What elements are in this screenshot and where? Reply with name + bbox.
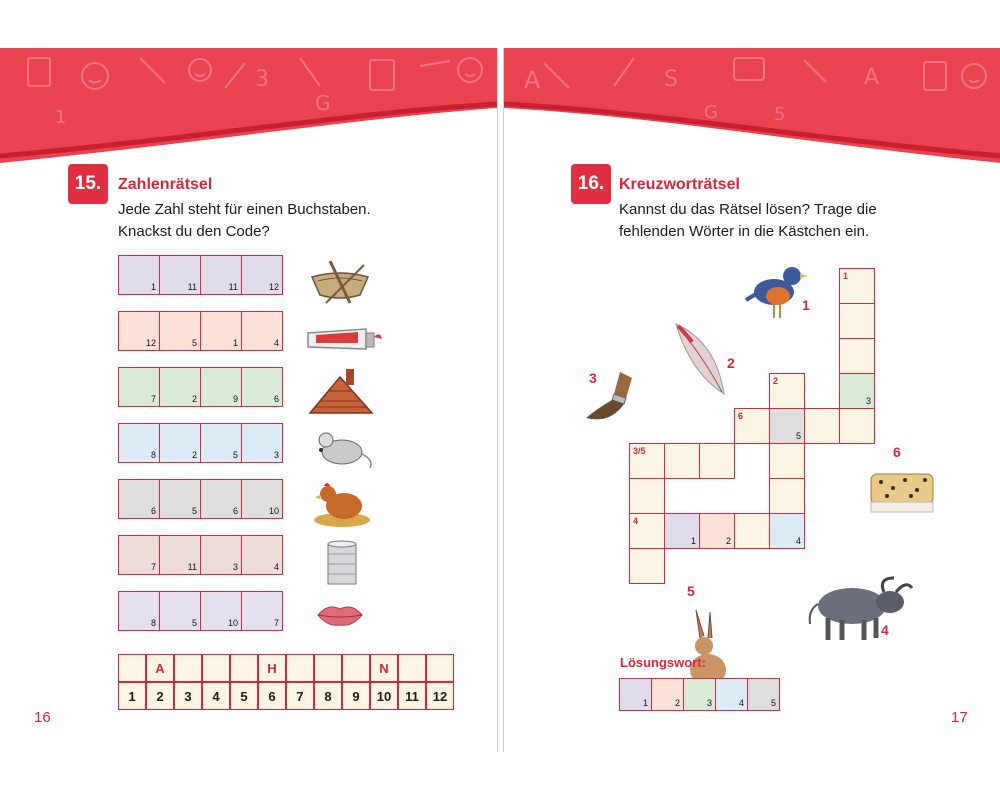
cell-number: 1 (150, 282, 156, 292)
cell-number: 11 (187, 562, 197, 572)
solution-index: 4 (795, 536, 801, 546)
answer-cell[interactable] (241, 311, 283, 351)
crossword-cell[interactable] (804, 408, 840, 444)
code-digit-cell: 7 (286, 682, 314, 710)
answer-cell[interactable] (159, 255, 201, 295)
code-digit-cell: 11 (398, 682, 426, 710)
lips-icon (316, 603, 364, 627)
hen-icon (310, 480, 374, 528)
crossword-cell[interactable] (699, 513, 735, 549)
task-title: Zahlenrätsel (118, 176, 213, 193)
code-digit-cell: 5 (230, 682, 258, 710)
cell-number: 1 (232, 338, 238, 348)
code-digit-cell: 1 (118, 682, 146, 710)
solution-number: 5 (770, 698, 776, 708)
clue-label-2: 2 (727, 355, 735, 371)
answer-cell[interactable] (118, 367, 160, 407)
cell-number: 6 (273, 394, 279, 404)
crossword-cell[interactable] (839, 408, 875, 444)
cell-number: 3 (273, 450, 279, 460)
code-digit-cell: 3 (174, 682, 202, 710)
crossword-cell[interactable] (734, 408, 770, 444)
solution-label: Lösungswort: (620, 655, 706, 670)
cell-number: 10 (227, 618, 238, 628)
answer-cell[interactable] (159, 591, 201, 631)
code-letter-cell[interactable] (118, 654, 146, 682)
code-letter-cell[interactable]: A (146, 654, 174, 682)
cell-number: 11 (187, 282, 197, 292)
feather-icon (670, 322, 730, 398)
page-number: 16 (34, 709, 51, 726)
cell-number: 7 (273, 618, 279, 628)
answer-cell[interactable] (159, 423, 201, 463)
answer-cell[interactable] (200, 367, 242, 407)
crossword-cell[interactable] (839, 373, 875, 409)
answer-cell[interactable] (200, 591, 242, 631)
task-instructions: Jede Zahl steht für einen Buchstaben. Knackst du den Code? (118, 201, 371, 240)
answer-cell[interactable] (241, 255, 283, 295)
task-number: 16. (571, 164, 611, 204)
crossword-cell[interactable] (629, 513, 665, 549)
answer-cell[interactable] (159, 311, 201, 351)
code-digit-cell: 12 (426, 682, 454, 710)
solution-number: 1 (642, 698, 648, 708)
code-letter-cell[interactable]: H (258, 654, 286, 682)
answer-cell[interactable] (200, 311, 242, 351)
crossword-cell[interactable] (699, 443, 735, 479)
crossword-cell[interactable] (629, 443, 665, 479)
answer-cell[interactable] (118, 479, 160, 519)
boat-icon (308, 259, 372, 307)
clue-label-4: 4 (881, 622, 889, 638)
answer-cell[interactable] (118, 311, 160, 351)
answer-cell[interactable] (159, 479, 201, 519)
task-number: 15. (68, 164, 108, 204)
answer-cell[interactable] (200, 535, 242, 575)
crossword-cell[interactable] (769, 443, 805, 479)
header-banner (0, 48, 497, 163)
svg-text:3: 3 (255, 67, 269, 92)
answer-cell[interactable] (241, 591, 283, 631)
crossword-cell[interactable] (839, 338, 875, 374)
answer-cell[interactable] (200, 423, 242, 463)
crossword-cell[interactable] (769, 478, 805, 514)
tin-can-icon (325, 540, 359, 588)
cell-number: 12 (268, 282, 279, 292)
crossword-cell[interactable] (734, 513, 770, 549)
svg-text:G: G (315, 91, 331, 115)
crossword-cell[interactable] (839, 303, 875, 339)
clue-number: 2 (773, 376, 779, 386)
cell-number: 12 (145, 338, 156, 348)
cell-number: 11 (228, 282, 238, 292)
paint-tube-icon (304, 323, 384, 359)
code-letter-cell[interactable] (426, 654, 454, 682)
svg-text:5: 5 (774, 104, 786, 125)
code-letter-cell[interactable] (174, 654, 202, 682)
answer-cell[interactable] (159, 367, 201, 407)
solution-index: 2 (725, 536, 731, 546)
cell-number: 7 (150, 394, 156, 404)
code-letter-cell[interactable] (286, 654, 314, 682)
bird-icon (744, 260, 808, 324)
code-letter-cell[interactable] (314, 654, 342, 682)
cell-number: 5 (191, 338, 197, 348)
cell-number: 8 (150, 450, 156, 460)
cell-number: 5 (191, 618, 197, 628)
answer-cell[interactable] (200, 479, 242, 519)
answer-cell[interactable] (118, 535, 160, 575)
svg-text:1: 1 (55, 107, 67, 128)
roof-icon (306, 369, 376, 417)
answer-cell[interactable] (118, 423, 160, 463)
code-letter-cell[interactable]: N (370, 654, 398, 682)
crossword-cell[interactable] (769, 513, 805, 549)
cell-number: 4 (273, 562, 279, 572)
task-instructions: Kannst du das Rätsel lösen? Trage die fehlenden Wörter in die Kästchen ein. (619, 201, 877, 240)
clue-number: 4 (633, 516, 639, 526)
left-page (0, 48, 498, 752)
solution-index: 1 (690, 536, 696, 546)
crossword-cell[interactable] (769, 408, 805, 444)
cake-icon (867, 468, 937, 518)
answer-cell[interactable] (159, 535, 201, 575)
answer-cell[interactable] (241, 535, 283, 575)
cell-number: 6 (232, 506, 238, 516)
answer-cell[interactable] (118, 255, 160, 295)
solution-cell[interactable] (747, 678, 780, 711)
answer-cell[interactable] (241, 367, 283, 407)
clue-label-5: 5 (687, 583, 695, 599)
solution-number: 3 (706, 698, 712, 708)
solution-cell[interactable] (619, 678, 652, 711)
solution-cell[interactable] (715, 678, 748, 711)
cell-number: 5 (232, 450, 238, 460)
answer-cell[interactable] (200, 255, 242, 295)
crossword-cell[interactable] (769, 373, 805, 409)
cell-number: 2 (191, 394, 197, 404)
solution-number: 2 (674, 698, 680, 708)
page-number: 17 (951, 709, 968, 726)
svg-text:A: A (864, 65, 880, 90)
clue-number: 3/5 (633, 446, 646, 456)
clue-label-1: 1 (802, 297, 810, 313)
answer-cell[interactable] (241, 423, 283, 463)
code-digit-cell: 9 (342, 682, 370, 710)
code-digit-cell: 2 (146, 682, 174, 710)
svg-text:G: G (704, 102, 718, 123)
cell-number: 3 (232, 562, 238, 572)
buffalo-icon (804, 574, 914, 644)
code-letter-cell[interactable] (202, 654, 230, 682)
code-letter-cell[interactable] (230, 654, 258, 682)
code-letter-cell[interactable] (398, 654, 426, 682)
cell-number: 5 (191, 506, 197, 516)
crossword-cell[interactable] (839, 268, 875, 304)
cell-number: 8 (150, 618, 156, 628)
cell-number: 10 (268, 506, 279, 516)
cell-number: 6 (150, 506, 156, 516)
crossword-cell[interactable] (629, 478, 665, 514)
code-digit-cell: 6 (258, 682, 286, 710)
brush-icon (580, 368, 636, 424)
solution-index: 5 (795, 431, 801, 441)
cell-number: 4 (273, 338, 279, 348)
solution-index: 3 (865, 396, 871, 406)
answer-cell[interactable] (241, 479, 283, 519)
answer-cell[interactable] (118, 591, 160, 631)
svg-text:A: A (524, 66, 541, 94)
mouse-icon (312, 426, 376, 470)
crossword-cell[interactable] (664, 443, 700, 479)
clue-label-3: 3 (589, 370, 597, 386)
svg-text:S: S (664, 67, 678, 92)
code-digit-cell: 8 (314, 682, 342, 710)
clue-number: 6 (738, 411, 744, 421)
clue-label-6: 6 (893, 444, 901, 460)
cell-number: 7 (150, 562, 156, 572)
task-title: Kreuzworträtsel (619, 176, 740, 193)
crossword-cell[interactable] (664, 513, 700, 549)
code-digit-cell: 10 (370, 682, 398, 710)
header-banner (504, 48, 1000, 163)
solution-number: 4 (738, 698, 744, 708)
code-digit-cell: 4 (202, 682, 230, 710)
solution-cell[interactable] (651, 678, 684, 711)
solution-cell[interactable] (683, 678, 716, 711)
right-page (503, 48, 1000, 752)
code-letter-cell[interactable] (342, 654, 370, 682)
cell-number: 9 (232, 394, 238, 404)
clue-number: 1 (843, 271, 849, 281)
cell-number: 2 (191, 450, 197, 460)
crossword-cell[interactable] (629, 548, 665, 584)
